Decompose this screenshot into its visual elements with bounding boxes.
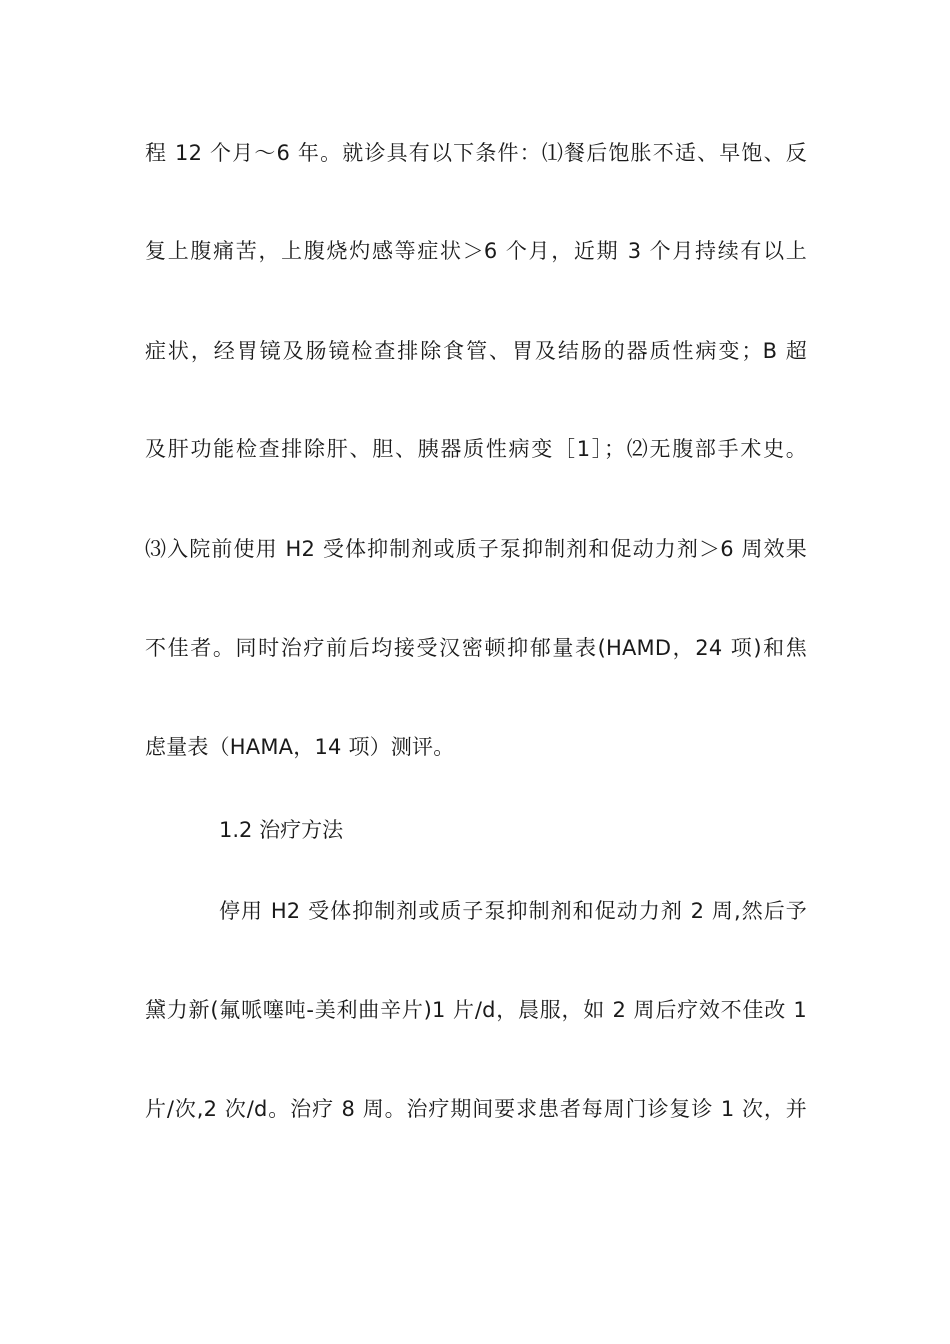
section-line-2: 黛力新(氟哌噻吨-美利曲辛片)1 片/d，晨服，如 2 周后疗效不佳改 1 — [145, 998, 807, 1022]
paragraph-line-6: 不佳者。同时治疗前后均接受汉密顿抑郁量表(HAMD，24 项)和焦 — [145, 636, 807, 660]
section-line-1: 停用 H2 受体抑制剂或质子泵抑制剂和促动力剂 2 周,然后予 — [219, 899, 807, 923]
section-heading: 1.2 治疗方法 — [219, 818, 344, 842]
paragraph-line-1: 程 12 个月～6 年。就诊具有以下条件：⑴餐后饱胀不适、早饱、反 — [145, 141, 807, 165]
paragraph-line-5: ⑶入院前使用 H2 受体抑制剂或质子泵抑制剂和促动力剂＞6 周效果 — [145, 537, 807, 561]
section-line-3: 片/次,2 次/d。治疗 8 周。治疗期间要求患者每周门诊复诊 1 次，并 — [145, 1097, 807, 1121]
paragraph-line-2: 复上腹痛苦，上腹烧灼感等症状＞6 个月，近期 3 个月持续有以上 — [145, 239, 807, 263]
paragraph-line-7: 虑量表（HAMA，14 项）测评。 — [145, 735, 455, 759]
paragraph-line-4: 及肝功能检查排除肝、胆、胰器质性病变［1］；⑵无腹部手术史。 — [145, 437, 807, 461]
paragraph-line-3: 症状，经胃镜及肠镜检查排除食管、胃及结肠的器质性病变；B 超 — [145, 339, 807, 363]
